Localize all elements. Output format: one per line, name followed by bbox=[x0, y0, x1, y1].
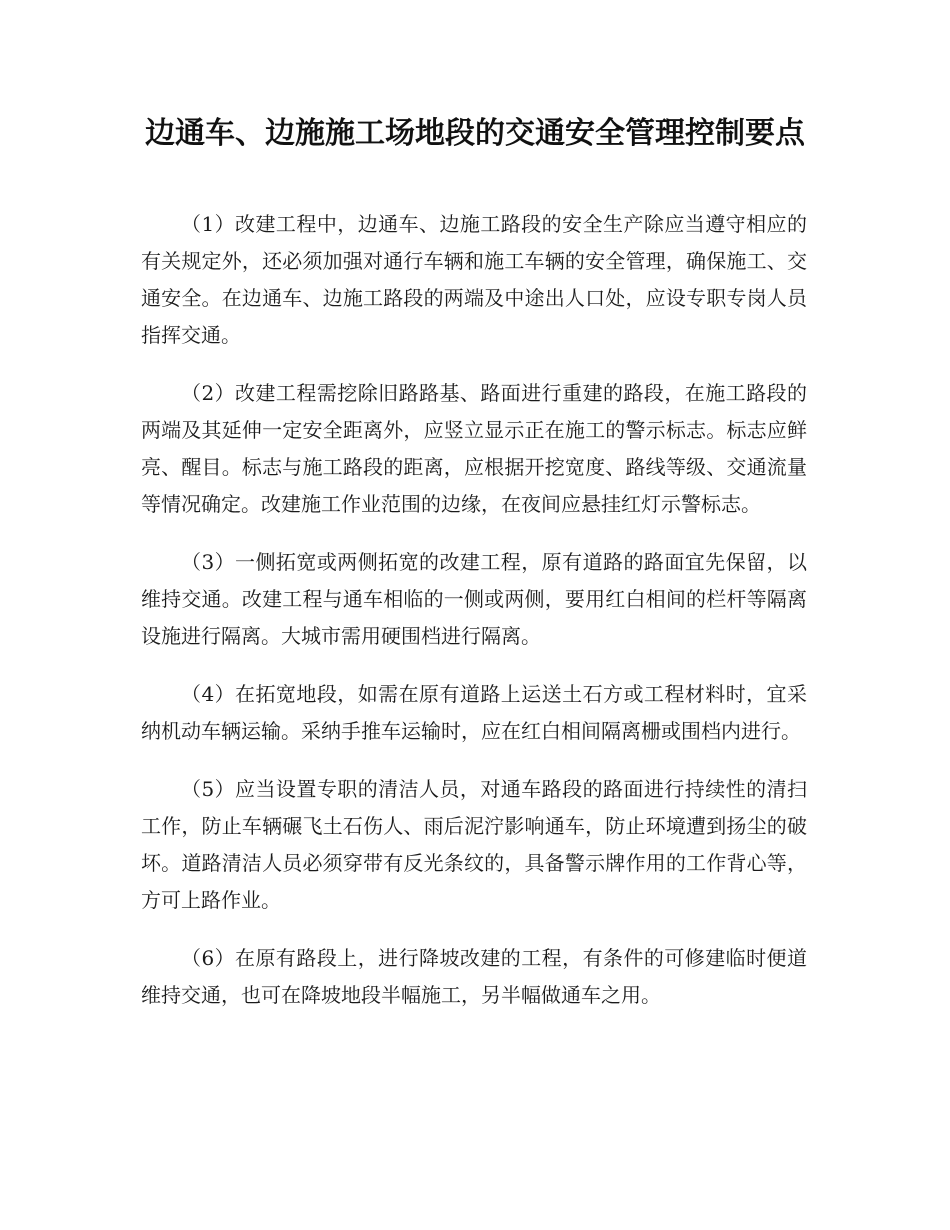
document-title: 边通车、边施施工场地段的交通安全管理控制要点 bbox=[145, 116, 805, 151]
paragraph-5: （5）应当设置专职的清洁人员，对通车路段的路面进行持续性的清扫工作，防止车辆碾飞土石伤人、雨后泥泞影响通车，防止环境遭到扬尘的破坏。道路清洁人员必须穿带有反光条纹的，具备警示牌作用的工作背心等，方可上路作业。 bbox=[141, 777, 807, 912]
paragraph-2: （2）改建工程需挖除旧路路基、路面进行重建的路段，在施工路段的两端及其延伸一定安全距离外，应竖立显示正在施工的警示标志。标志应鲜亮、醒目。标志与施工路段的距离，应根据开挖宽度、路线等级、交通流量等情况确定。改建施工作业范围的边缘，在夜间应悬挂红灯示警标志。 bbox=[141, 381, 807, 516]
paragraph-1: （1）改建工程中，边通车、边施工路段的安全生产除应当遵守相应的有关规定外，还必须加强对通行车辆和施工车辆的安全管理，确保施工、交通安全。在边通车、边施工路段的两端及中途出人口处，应设专职专岗人员指挥交通。 bbox=[141, 212, 807, 347]
paragraph-6: （6）在原有路段上，进行降坡改建的工程，有条件的可修建临时便道维持交通，也可在降坡地段半幅施工，另半幅做通车之用。 bbox=[141, 946, 807, 1007]
document-body bbox=[141, 206, 807, 1035]
paragraph-4: （4）在拓宽地段，如需在原有道路上运送土石方或工程材料时，宜采纳机动车辆运输。采纳手推车运输时，应在红白相间隔离栅或围档内进行。 bbox=[141, 682, 807, 743]
paragraph-3: （3）一侧拓宽或两侧拓宽的改建工程，原有道路的路面宜先保留，以维持交通。改建工程与通车相临的一侧或两侧，要用红白相间的栏杆等隔离设施进行隔离。大城市需用硬围档进行隔离。 bbox=[141, 550, 807, 648]
